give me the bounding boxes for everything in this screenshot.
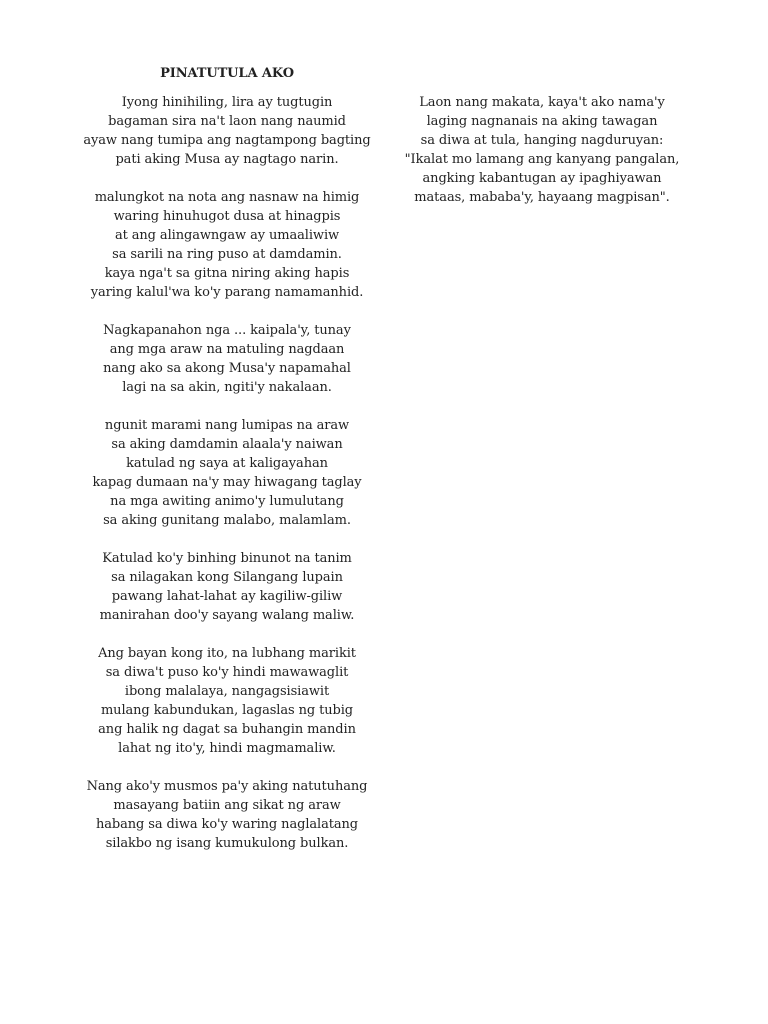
poem-line: laging nagnanais na aking tawagan	[426, 114, 658, 129]
poem-line: lahat ng ito'y, hindi magmamaliw.	[118, 741, 336, 756]
stanza-4	[62, 416, 392, 530]
poem-line: malungkot na nota ang nasnaw na himig	[94, 190, 360, 205]
poem-line: sa diwa at tula, hanging nagduruyan:	[420, 133, 664, 148]
poem-line: pati aking Musa ay nagtago narin.	[115, 152, 339, 167]
poem-line: sa aking gunitang malabo, malamlam.	[103, 513, 351, 528]
poem-line: lagi na sa akin, ngiti'y nakalaan.	[122, 380, 332, 395]
left-column	[62, 64, 392, 872]
stanza-8	[392, 93, 692, 207]
poem-line: mulang kabundukan, lagaslas ng tubig	[100, 703, 354, 718]
poem-line: ibong malalaya, nangagsisiawit	[124, 684, 330, 699]
poem-line: masayang batiin ang sikat ng araw	[113, 798, 341, 813]
poem-line: mataas, mababa'y, hayaang magpisan".	[414, 190, 670, 205]
stanza-6	[62, 644, 392, 758]
poem-line: sa sarili na ring puso at damdamin.	[112, 247, 342, 262]
poem-line: Katulad ko'y binhing binunot na tanim	[102, 551, 352, 566]
stanza-5	[62, 549, 392, 625]
poem-line: Nagkapanahon nga ... kaipala'y, tunay	[103, 323, 351, 338]
poem-line: sa diwa't puso ko'y hindi mawawaglit	[105, 665, 349, 680]
poem-line: kapag dumaan na'y may hiwagang taglay	[92, 475, 362, 490]
poem-line: pawang lahat-lahat ay kagiliw-giliw	[111, 589, 343, 604]
stanza-1	[62, 93, 392, 169]
stanza-3	[62, 321, 392, 397]
stanza-7	[62, 777, 392, 853]
poem-line: bagaman sira na't laon nang naumid	[108, 114, 346, 129]
poem-line: silakbo ng isang kumukulong bulkan.	[105, 836, 349, 851]
poem-line: manirahan doo'y sayang walang maliw.	[99, 608, 355, 623]
stanza-2	[62, 188, 392, 302]
poem-line: angking kabantugan ay ipaghiyawan	[422, 171, 662, 186]
poem-line: habang sa diwa ko'y waring naglalatang	[95, 817, 359, 832]
poem-line: yaring kalul'wa ko'y parang namamanhid.	[90, 285, 364, 300]
poem-line: "Ikalat mo lamang ang kanyang pangalan,	[404, 152, 680, 167]
poem-line: Ang bayan kong ito, na lubhang marikit	[98, 646, 356, 661]
poem-line: ngunit marami nang lumipas na araw	[104, 418, 350, 433]
poem-line: ayaw nang tumipa ang nagtampong bagting	[83, 133, 371, 148]
poem-line: kaya nga't sa gitna niring aking hapis	[104, 266, 350, 281]
poem-line: ang mga araw na matuling nagdaan	[109, 342, 345, 357]
poem-line: sa nilagakan kong Silangang lupain	[111, 570, 343, 585]
poem-line: at ang alingawngaw ay umaaliwiw	[114, 228, 340, 243]
poem-line: sa aking damdamin alaala'y naiwan	[111, 437, 343, 452]
poem-line: Nang ako'y musmos pa'y aking natutuhang	[86, 779, 368, 794]
poem-line: Iyong hinihiling, lira ay tugtugin	[121, 95, 333, 110]
right-column	[392, 93, 692, 226]
poem-title: PINATUTULA AKO	[160, 66, 294, 81]
poem-line: katulad ng saya at kaligayahan	[126, 456, 328, 471]
poem-line: ang halik ng dagat sa buhangin mandin	[98, 722, 356, 737]
poem-line: waring hinuhugot dusa at hinagpis	[113, 209, 341, 224]
poem-line: Laon nang makata, kaya't ako nama'y	[419, 95, 665, 110]
poem-line: nang ako sa akong Musa'y napamahal	[103, 361, 351, 376]
poem-line: na mga awiting animo'y lumulutang	[110, 494, 344, 509]
